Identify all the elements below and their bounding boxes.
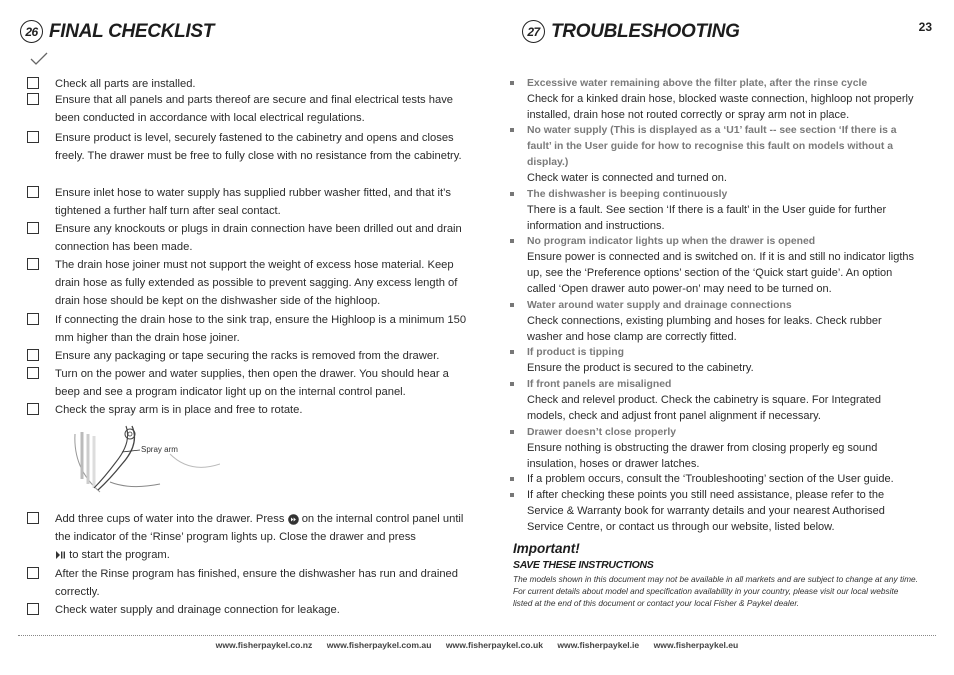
bullet-icon [510, 493, 514, 497]
footer-link[interactable]: www.fisherpaykel.com.au [326, 640, 432, 650]
troubleshooting-item: Water around water supply and drainage connections Check connections, existing plumbing and hoses for leaks. Check rubber washer and hose clamp are correctly fitted. [510, 298, 920, 346]
bullet-icon [510, 350, 514, 354]
final-checklist-header [20, 20, 214, 43]
troubleshooting-item: If product is tipping Ensure the product is secured to the cabinetry. [510, 345, 920, 377]
checkbox[interactable] [27, 222, 39, 234]
checkbox[interactable] [27, 186, 39, 198]
checkmark-icon [30, 52, 48, 66]
checkbox[interactable] [27, 93, 39, 105]
bullet-icon [510, 303, 514, 307]
checkbox[interactable] [27, 77, 39, 89]
checklist-item: Check the spray arm is in place and free to rotate. [27, 401, 467, 419]
bullet-icon [510, 81, 514, 85]
checkbox[interactable] [27, 258, 39, 270]
fast-forward-button-icon [288, 514, 299, 525]
footer-links [0, 640, 954, 650]
checkbox[interactable] [27, 131, 39, 143]
footer-divider [18, 635, 936, 636]
bullet-icon [510, 430, 514, 434]
troubleshooting-item: No water supply (This is displayed as a ‘U1’ fault -- see section ‘If there is a fault’ in the User guide for how to recognise this fault on models without a display.) Check water is connected and turned on. [510, 123, 920, 187]
section-number-badge: 27 [522, 20, 545, 43]
checkbox[interactable] [27, 567, 39, 579]
troubleshooting-item: If front panels are misaligned Check and relevel product. Check the cabinetry is square. For Integrated models, check and adjust front panel alignment if necessary. [510, 377, 920, 425]
troubleshooting-item: Excessive water remaining above the filter plate, after the rinse cycle Check for a kinked drain hose, blocked waste connection, highloop not properly installed, drain hose not routed correctly or spray arm not in place. [510, 76, 920, 124]
footer-link[interactable]: www.fisherpaykel.eu [653, 640, 739, 650]
checklist-item: If connecting the drain hose to the sink trap, ensure the Highloop is a minimum 150 mm higher than the drain hose joiner. [27, 311, 467, 347]
checklist-item: Ensure that all panels and parts thereof are secure and final electrical tests have been conducted in accordance with local electrical regulations. [27, 91, 467, 127]
troubleshooting-item: Drawer doesn’t close properly Ensure nothing is obstructing the drawer from closing properly eg sound insulation, hoses or drawer latches. [510, 425, 920, 473]
bullet-icon [510, 128, 514, 132]
page-number: 23 [918, 20, 932, 34]
spray-arm-caption: Spray arm [141, 445, 178, 454]
bullet-icon [510, 382, 514, 386]
checkbox[interactable] [27, 367, 39, 379]
save-instructions-heading: SAVE THESE INSTRUCTIONS [513, 559, 654, 571]
checkbox[interactable] [27, 512, 39, 524]
checklist-item: Ensure any knockouts or plugs in drain connection have been drilled out and drain connection has been made. [27, 220, 467, 256]
bullet-icon [510, 192, 514, 196]
troubleshooting-item: The dishwasher is beeping continuously There is a fault. See section ‘If there is a fault’ in the User guide for further information and instructions. [510, 187, 920, 235]
section-title: TROUBLESHOOTING [551, 20, 740, 42]
footer-link[interactable]: www.fisherpaykel.co.nz [215, 640, 313, 650]
footer-link[interactable]: www.fisherpaykel.co.uk [445, 640, 543, 650]
disclaimer-text: The models shown in this document may not be available in all markets and are subject to change at any time. For current details about model and specification availability in your country, please visit our local website listed at the end of this document or contact your local Fisher & Paykel dealer. [513, 574, 918, 609]
checkbox[interactable] [27, 313, 39, 325]
spray-arm-illustration [70, 424, 220, 496]
checklist-item: Add three cups of water into the drawer. Press on the internal control panel until the indicator of the ‘Rinse’ program lights up. Close the drawer and press to start the program. [27, 510, 467, 564]
play-pause-icon [55, 550, 66, 560]
checkbox[interactable] [27, 403, 39, 415]
section-title: FINAL CHECKLIST [49, 20, 215, 42]
bullet-icon [510, 477, 514, 481]
checklist-item: After the Rinse program has finished, ensure the dishwasher has run and drained correctly. [27, 565, 467, 601]
troubleshooting-header [522, 20, 740, 43]
checklist-item: Turn on the power and water supplies, then open the drawer. You should hear a beep and see a program indicator light up on the internal control panel. [27, 365, 467, 401]
checklist-item: Ensure product is level, securely fastened to the cabinetry and opens and closes freely. The drawer must be free to fully close with no resistance from the cabinetry. [27, 129, 467, 165]
footer-link[interactable]: www.fisherpaykel.ie [557, 640, 640, 650]
checklist-item: Check all parts are installed. [27, 75, 467, 93]
checklist-item: The drain hose joiner must not support the weight of excess hose material. Keep drain hose as fully extended as possible to prevent sagging. Any excess length of drain hose should be kept on the dishwasher side of the highloop. [27, 256, 467, 310]
checklist-item: Ensure any packaging or tape securing the racks is removed from the drawer. [27, 347, 467, 365]
troubleshooting-item: If a problem occurs, consult the ‘Troubleshooting’ section of the User guide. [510, 472, 920, 488]
section-number-badge: 26 [20, 20, 43, 43]
checklist-item: Ensure inlet hose to water supply has supplied rubber washer fitted, and that it’s tightened a further half turn after seal contact. [27, 184, 467, 220]
checkbox[interactable] [27, 603, 39, 615]
bullet-icon [510, 239, 514, 243]
troubleshooting-item: No program indicator lights up when the drawer is opened Ensure power is connected and is switched on. If it is and still no indicator ligths up, see the ‘Preference options’ section of the ‘Quick start guide’. An option called ‘Open drawer auto power-on’ may need to be turned on. [510, 234, 920, 297]
troubleshooting-item: If after checking these points you still need assistance, please refer to the Service & Warranty book for warranty details and your nearest Authorised Service Centre, or contact us through our website, listed below. [510, 488, 920, 535]
important-heading: Important! [513, 541, 580, 556]
checklist-item: Check water supply and drainage connection for leakage. [27, 601, 467, 619]
checkbox[interactable] [27, 349, 39, 361]
